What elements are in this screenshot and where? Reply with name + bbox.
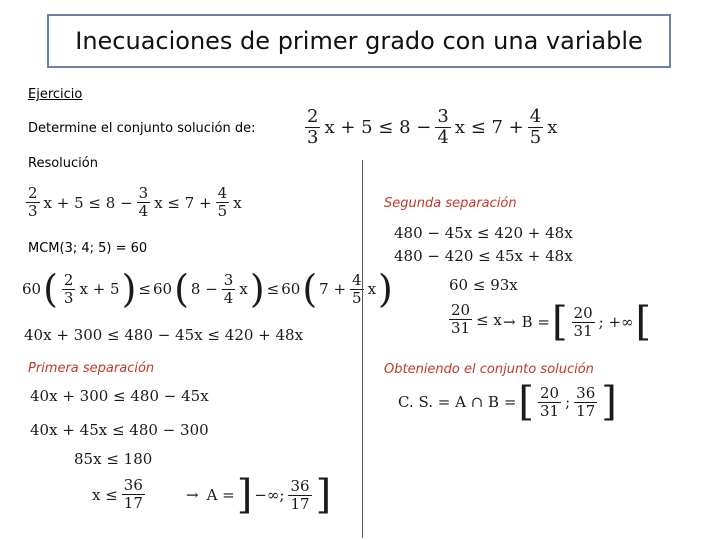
expanded-inequality: 40x + 300 ≤ 480 − 45x ≤ 420 + 48x <box>24 326 304 344</box>
solution-set: C. S. = A ∩ B = [ $\frac{20}{31}$ ; $\frac{36}{17}$ ] <box>398 379 617 425</box>
fraction: $\frac{3}{4}$ <box>437 106 449 148</box>
multiplied-inequality: 60 ( $\frac{2}{3}$ x + 5 ) ≤ 60 ( 8 − $\frac{3}{4}$ x ) ≤ 60 ( 7 + $\frac{4}{5}$ x ) <box>22 267 393 311</box>
first-step-1: 40x + 300 ≤ 480 − 45x <box>30 387 209 405</box>
exercise-prompt: Determine el conjunto solución de: <box>28 121 256 136</box>
second-step-3: 60 ≤ 93x <box>449 276 518 294</box>
page-title: Inecuaciones de primer grado con una variable <box>47 14 671 68</box>
fraction: $\frac{2}{3}$ <box>307 106 319 148</box>
set-b: → B = [ $\frac{20}{31}$ ; +∞ [ <box>503 299 652 345</box>
second-step-1: 480 − 45x ≤ 420 + 48x <box>394 224 573 242</box>
second-separation-heading: Segunda separación <box>384 196 517 211</box>
arrow-icon: → <box>503 313 516 331</box>
second-step-2: 480 − 420 ≤ 45x + 48x <box>394 247 573 265</box>
solution-heading: Obteniendo el conjunto solución <box>384 362 594 377</box>
arrow-icon: → <box>186 486 199 504</box>
set-a: → A = ] −∞; $\frac{36}{17}$ ] <box>186 472 332 518</box>
fraction: $\frac{4}{5}$ <box>529 106 542 148</box>
second-result: $\frac{20}{31}$ ≤ x <box>451 301 502 337</box>
first-separation-heading: Primera separación <box>28 361 155 376</box>
column-divider <box>362 160 363 538</box>
first-step-3: 85x ≤ 180 <box>74 450 153 468</box>
mcm-line: MCM(3; 4; 5) = 60 <box>28 241 148 256</box>
first-step-2: 40x + 45x ≤ 480 − 300 <box>30 421 209 439</box>
resolution-heading: Resolución <box>28 156 98 171</box>
resolution-inequality: $\frac{2}{3}$ x + 5 ≤ 8 − $\frac{3}{4}$ x ≤ 7 + $\frac{4}{5}$ x <box>28 184 242 220</box>
exercise-inequality: $\frac{2}{3}$ x + 5 ≤ 8 − $\frac{3}{4}$ x ≤ 7 + $\frac{4}{5}$ x <box>307 106 558 148</box>
exercise-heading: Ejercicio <box>28 87 83 102</box>
first-result: x ≤ $\frac{36}{17}$ <box>92 476 143 512</box>
